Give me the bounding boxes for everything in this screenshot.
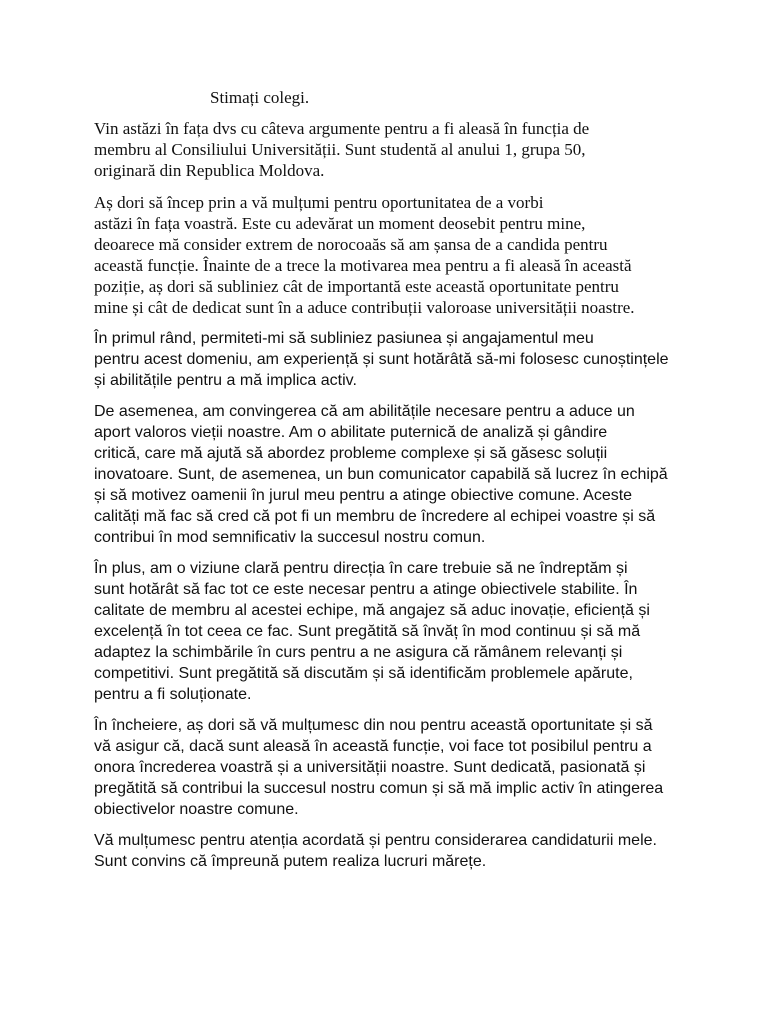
paragraph-conclusion: În încheiere, aș dori să vă mulțumesc din nou pentru această oportunitate și să vă asigur că, dacă sunt aleasă în această funcție, voi face tot posibilul pentru a onora încrederea voastră și a universității noastre. Sunt dedicată, pasionată și pregătită să contribui la succesul nostru comun și să mă implic activ în atingerea obiectivelor noastre comune. <box>94 717 664 818</box>
paragraph-thanks: Vă mulțumesc pentru atenția acordată și pentru considerarea candidaturii mele. Sunt convins că împreună putem realiza lucruri mărețe. <box>94 832 657 870</box>
paragraph-opening: Aș dori să încep prin a vă mulțumi pentru oportunitatea de a vorbi astăzi în fața voastră. Este cu adevărat un moment deosebit pentru mine, deoarece mă consider extrem de norocoaăs să am șansa de a candida pentru această funcție. Înainte de a trece la motivarea mea pentru a fi aleasă în această poziție, aș dori să subliniez cât de importantă este această oportunitate pentru mine și cât de dedicat sunt în a aduce contribuții valoroase universității noastre. <box>94 193 635 317</box>
paragraph-intro: Vin astăzi în fața dvs cu câteva argumente pentru a fi aleasă în funcția de membru al Consiliului Universității. Sunt studentă al anului 1, grupa 50, originară din Republica Moldova. <box>94 119 590 180</box>
paragraph-first-argument: În primul rând, permiteti-mi să subliniez pasiunea și angajamentul meu pentru acest domeniu, am experiență și sunt hotărâtă să-mi folosesc cunoștințele și abilitățile pentru a mă implica activ. <box>94 330 669 389</box>
paragraph-vision: În plus, am o viziune clară pentru direcția în care trebuie să ne îndreptăm și sunt hotărât să fac tot ce este necesar pentru a atinge obiectivele stabilite. În calitate de membru al acestei echipe, mă angajez să aduc inovație, eficiență și excelență în tot ceea ce fac. Sunt pregătită să învăț în mod continuu și să mă adaptez la schimbările în curs pentru a ne asigura că rămânem relevanți și competitivi. Sunt pregătită să discutăm și să identificăm problemele apărute, pentru a fi soluționate. <box>94 560 650 703</box>
greeting-text: Stimați colegi. <box>210 88 310 107</box>
paragraph-abilities: De asemenea, am convingerea că am abilitățile necesare pentru a aduce un aport valoros vieții noastre. Am o abilitate puternică de analiză și gândire critică, care mă ajută să abordez probleme complexe și să găsesc soluții inovatoare. Sunt, de asemenea, un bun comunicator capabilă să lucrez în echipă și să motivez oamenii în jurul meu pentru a atinge obiective comune. Aceste calități mă fac să cred că pot fi un membru de încredere al echipei voastre și să contribui în mod semnificativ la succesul nostru comun. <box>94 403 668 546</box>
